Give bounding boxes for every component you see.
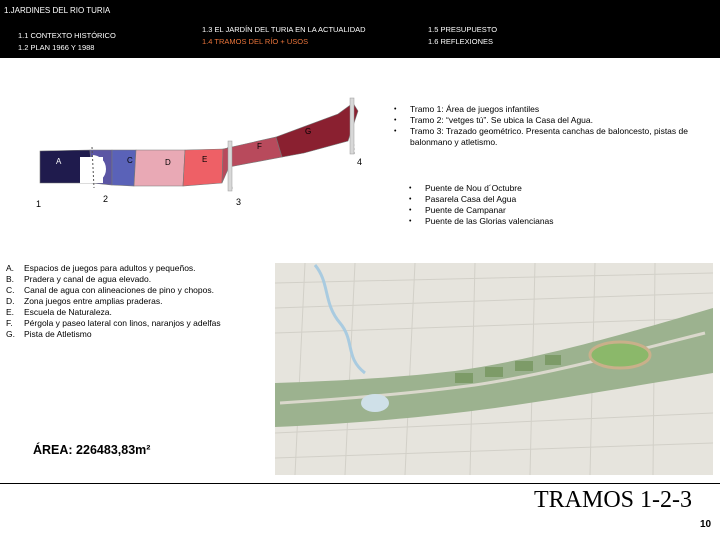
bridge-item-1: • Puente de Nou d´Octubre [425,183,554,194]
bridge-item-3: • Puente de Campanar [425,205,554,216]
tramo-note-1: • Tramo 1: Área de juegos infantiles [410,104,706,115]
nav-item-contexto[interactable]: 1.1 CONTEXTO HISTÓRICO [18,31,116,40]
slide-title: TRAMOS 1-2-3 [534,487,693,513]
legend-item-c: C. Canal de agua con alineaciones de pino y chopos. [6,285,214,295]
legend-item-f: F. Pérgola y paseo lateral con linos, naranjos y adelfas [6,318,221,328]
zone-legend [6,263,221,340]
legend-item-b: B. Pradera y canal de agua elevado. [6,274,152,284]
legend-item-g: G. Pista de Atletismo [6,329,92,339]
zone-label-g: G [305,127,312,136]
tramo-note-3: • Tramo 3: Trazado geométrico. Presenta canchas de baloncesto, pistas de balonmano y atletismo. [410,126,706,148]
aerial-map-image [275,263,713,475]
aerial-map [275,263,713,475]
legend-item-d: D. Zona juegos entre amplias praderas. [6,296,163,306]
zone-d-shape [134,150,185,186]
legend-item-a: A. Espacios de juegos para adultos y pequeños. [6,263,196,273]
zone-label-f: F [257,142,262,151]
zone-g-shape [276,103,358,157]
zone-label-e: E [202,155,208,164]
page-number: 10 [700,519,712,530]
tramos-plan-diagram [20,95,380,220]
footer-divider [0,483,720,484]
tramo-notes-list [410,104,706,148]
bridge-mark-1 [228,141,232,191]
bridge-mark-2 [350,98,354,154]
tramo-number-3: 3 [236,197,242,207]
presentation-title: 1.JARDINES DEL RIO TURIA [4,6,111,15]
bridges-list [425,183,554,227]
nav-item-presupuesto[interactable]: 1.5 PRESUPUESTO [428,25,498,34]
tramo-note-2: • Tramo 2: “vetges tú”. Se ubica la Casa del Agua. [410,115,706,126]
zone-label-c: C [127,156,133,165]
nav-item-actualidad[interactable]: 1.3 EL JARDÍN DEL TURIA EN LA ACTUALIDAD [202,25,366,34]
tramo-number-2: 2 [103,194,109,204]
tramo-number-1: 1 [36,199,42,209]
tramo-number-4: 4 [357,157,363,167]
nav-item-tramos-current[interactable]: 1.4 TRAMOS DEL RÍO + USOS [202,37,309,46]
zone-label-a: A [56,157,62,166]
area-label: ÁREA: 226483,83m² [33,443,151,457]
header-bar [0,0,720,58]
bridge-item-4: • Puente de las Glorias valencianas [425,216,554,227]
zone-label-b: B [95,156,101,165]
zone-label-d: D [165,158,171,167]
nav-item-plan[interactable]: 1.2 PLAN 1966 Y 1988 [18,43,95,52]
legend-item-e: E. Escuela de Naturaleza. [6,307,112,317]
nav-item-reflexiones[interactable]: 1.6 REFLEXIONES [428,37,494,46]
bridge-item-2: • Pasarela Casa del Agua [425,194,554,205]
